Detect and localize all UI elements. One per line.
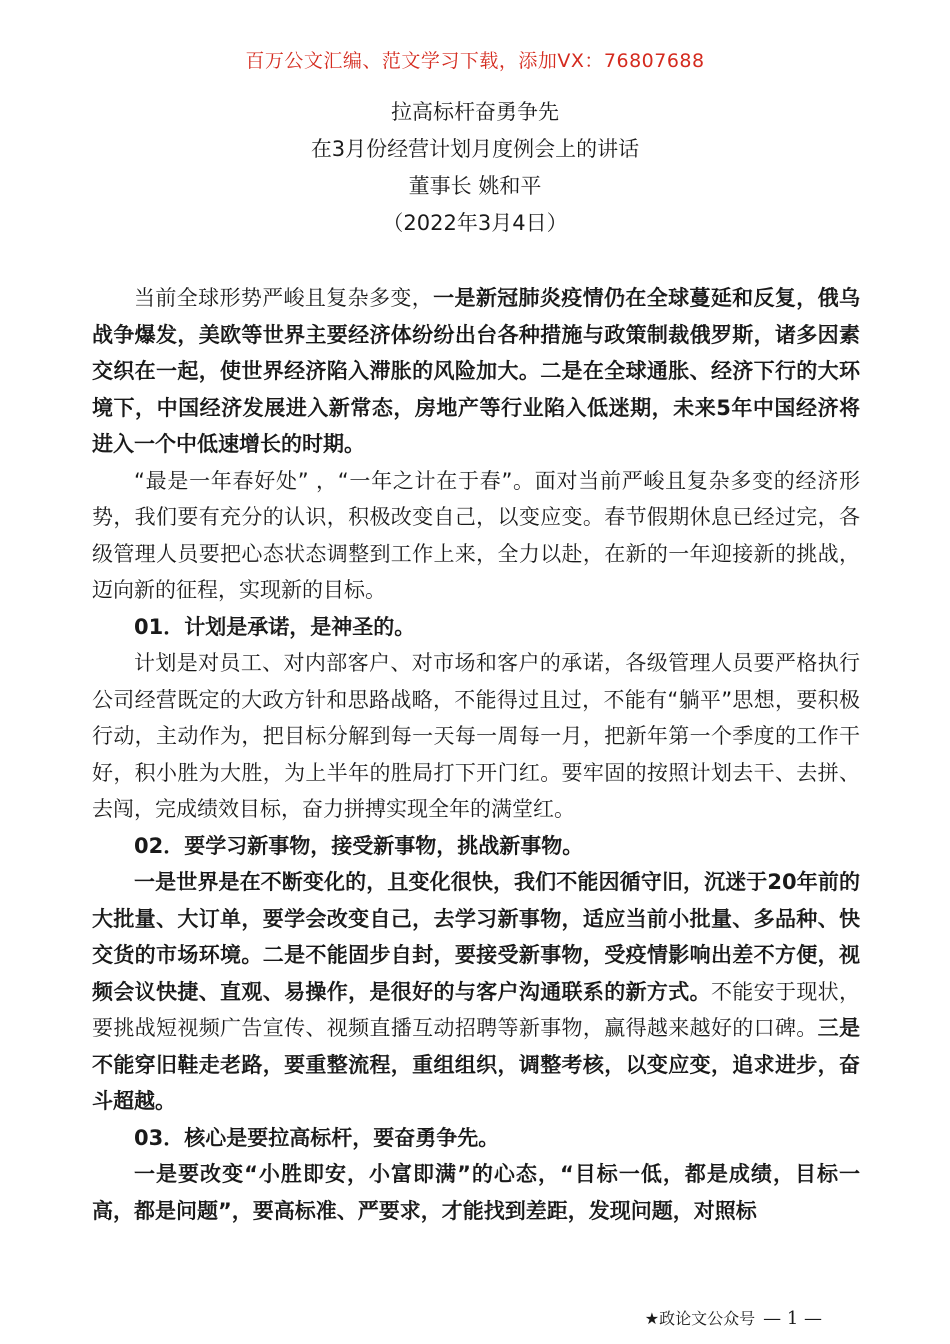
footer-source: ★政论文公众号 (644, 1309, 756, 1328)
date-line: （2022年3月4日） (382, 211, 568, 235)
paragraph-3: 计划是对员工、对内部客户、对市场和客户的承诺，各级管理人员要严格执行公司经营既定的大政方针和思路战略，不能得过且过，不能有“躺平”思想，要积极行动，主动作为，把目标分解到每一天每一周每一月，把新年第一个季度的工作干好，积小胜为大胜，为上半年的胜局打下开门红。要牢固的按照计划去干、去拼、去闯，完成绩效目标，奋力拼搏实现全年的满堂红。 (92, 651, 860, 821)
paragraph-5 (92, 1156, 860, 1229)
paragraph-2: “最是一年春好处” ，“一年之计在于春”。面对当前严峻且复杂多变的经济形势，我们要有充分的认识，积极改变自己，以变应变。春节假期休息已经过完，各级管理人员要把心态状态调整到工作上来，全力以赴，在新的一年迎接新的挑战，迈向新的征程，实现新的目标。 (92, 468, 860, 602)
section-heading-01: 01．计划是承诺，是神圣的。 (134, 614, 416, 639)
title-block (0, 94, 950, 242)
paragraph-4-bold-a: 一是世界是在不断变化的，且变化很快，我们不能因循守旧，沉迷于20年前的大批量、大订单，要学会改变自己，去学习新事物，适应当前小批量、多品种、快交货的市场环境。二是不能固步自封，要接受新事物，受疫情影响出差不方便，视频会议快捷、直观、易操作，是很好的与客户沟通联系的新方式。 (92, 870, 860, 1004)
paragraph-4-normal: 不能安于现状，要挑战短视频广告宣传、视频直播互动招聘等新事物，赢得越来越好的口碑。 (92, 979, 861, 1040)
document-body (92, 280, 860, 1229)
paragraph-5-bold: 一是要改变“小胜即安，小富即满”的心态，“目标一低，都是成绩，目标一高，都是问题”，要高标准、严要求，才能找到差距，发现问题，对照标 (92, 1162, 860, 1223)
document-title: 拉高标杆奋勇争先 (391, 100, 559, 124)
paragraph-4-bold-b: 三是不能穿旧鞋走老路，要重整流程，重组组织，调整考核，以变应变，追求进步，奋斗超越。 (92, 1016, 860, 1113)
paragraph-1-bold: 一是新冠肺炎疫情仍在全球蔓延和反复，俄乌战争爆发，美欧等世界主要经济体纷纷出台各种措施与政策制裁俄罗斯，诸多因素交织在一起，使世界经济陷入滞胀的风险加大。二是在全球通胀、经济下行的大环境下，中国经济发展进入新常态，房地产等行业陷入低迷期，未来5年中国经济将进入一个中低速增长的时期。 (92, 286, 861, 456)
speaker-line: 董事长 姚和平 (408, 174, 542, 198)
watermark-text: 百万公文汇编、范文学习下载，添加VX：76807688 (245, 50, 705, 72)
section-heading-03: 03．核心是要拉高标杆，要奋勇争先。 (134, 1125, 500, 1150)
paragraph-4 (92, 864, 860, 1120)
page-number: — 1 — (763, 1308, 822, 1329)
section-heading-02: 02．要学习新事物，接受新事物，挑战新事物。 (134, 833, 584, 858)
paragraph-1-lead: 当前全球形势严峻且复杂多变， (134, 286, 434, 310)
document-subtitle: 在3月份经营计划月度例会上的讲话 (310, 137, 640, 161)
paragraph-1 (92, 280, 860, 463)
page-footer (645, 1306, 822, 1329)
